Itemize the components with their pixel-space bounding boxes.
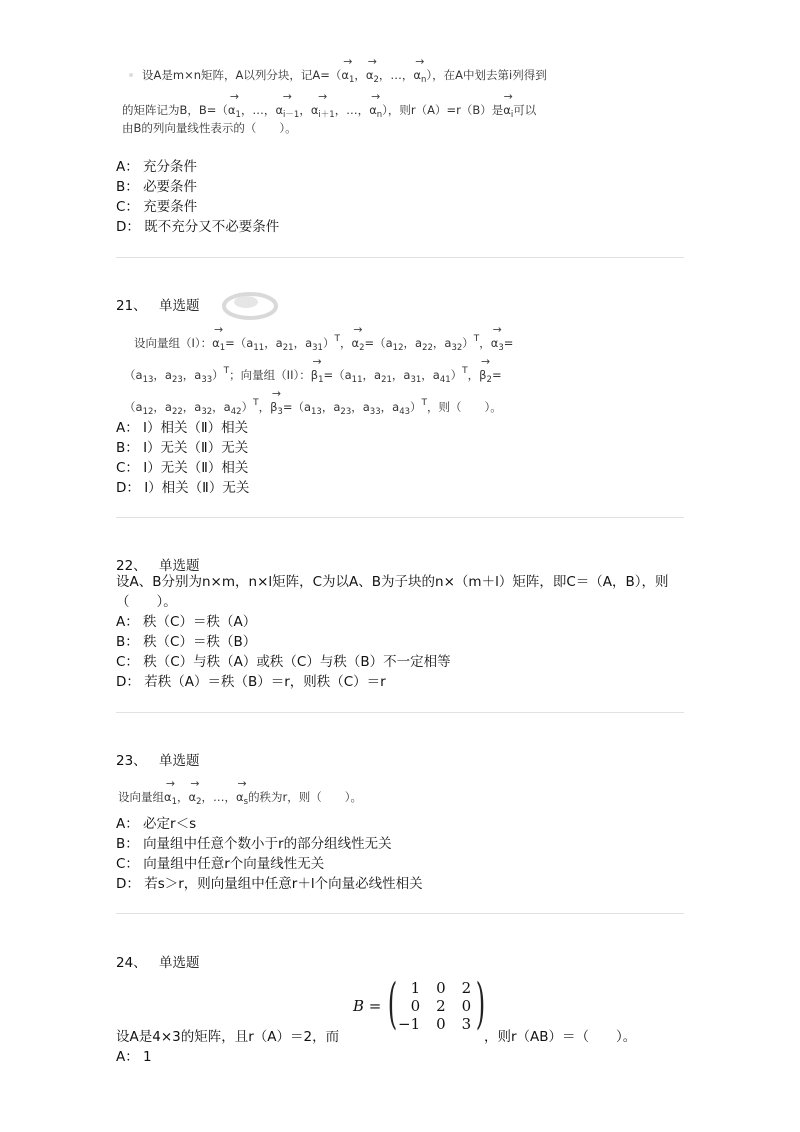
q21-stem-line2: （$a_{13}$，$a_{23}$，$a_{33})^T$；向量组（II）：→ $\beta_1=(a_{11}$，$a_{21}$，$a_{31}$，$a_{41})^T$，→ $\beta_2=$ <box>124 366 502 385</box>
matrix-grid <box>387 972 479 1035</box>
q21-stem-line3: （$a_{12}$，$a_{22}$，$a_{32}$，$a_{42})^T$，→ $\beta_3=(a_{13}$，$a_{23}$，$a_{33}$，$a_{43})^T$，则（ ）。 <box>124 398 502 417</box>
question-type: 单选题 <box>158 298 200 314</box>
matrix-row <box>390 979 479 997</box>
q22-stem-line2: （ ）。 <box>116 594 177 610</box>
question-number: 23、 <box>116 753 147 769</box>
matrix-cell: 0 <box>436 979 446 997</box>
q20-stem-line2: 的矩阵记为B，$B=(\to \alpha_1$，…，→ $\alpha_{i-1}$，→ $\alpha_{i+1}$，…，→ $\alpha_n$），则r（A）=r（B）是→ $\alpha_i$可以 <box>122 102 536 120</box>
q24-stem-before: 设A是4×3的矩阵，且r（A）＝2，而 <box>116 1029 340 1045</box>
q21-stem <box>120 322 690 422</box>
q21-option-b[interactable]: B： Ⅰ）无关（Ⅱ）无关 <box>116 440 249 456</box>
q24-option-a[interactable]: A： 1 <box>116 1049 152 1065</box>
question-type: 单选题 <box>158 753 200 769</box>
q20-option-c[interactable]: C： 充要条件 <box>116 199 198 215</box>
q23-options <box>116 814 423 894</box>
q23-stem: 设向量组→ $\alpha_1$，→ $\alpha_2$，…，→ $\alpha_s$的秩为r，则（ ）。 <box>118 789 362 807</box>
q20-option-d[interactable]: D： 既不充分又不必要条件 <box>116 219 280 235</box>
matrix-cell: 0 <box>461 997 472 1015</box>
q22-stem <box>116 572 669 612</box>
matrix-row <box>390 1015 479 1033</box>
q22-option-a[interactable]: A： 秩（C）＝秩（A） <box>116 614 257 630</box>
left-paren-icon: ( <box>387 972 398 1035</box>
q22-option-c[interactable]: C： 秩（C）与秩（A）或秩（C）与秩（B）不一定相等 <box>116 654 451 670</box>
question-type: 单选题 <box>158 955 200 971</box>
q24-header <box>116 951 199 971</box>
q21-options <box>116 418 249 498</box>
matrix-cell: 0 <box>410 997 421 1015</box>
bullet-dot <box>129 73 133 77</box>
q24-options <box>116 1047 152 1067</box>
q20-option-b[interactable]: B： 必要条件 <box>116 179 198 195</box>
q22-options <box>116 612 451 692</box>
q20-stem <box>122 60 682 140</box>
q23-option-d[interactable]: D： 若s＞r，则向量组中任意r＋l个向量必线性相关 <box>116 876 423 892</box>
q23-option-b[interactable]: B： 向量组中任意个数小于r的部分组线性无关 <box>116 836 392 852</box>
q23-header <box>116 749 199 769</box>
right-paren-icon: ) <box>475 972 486 1035</box>
q20-stem-line1: 设A是m×n矩阵，A以列分块，记$A=(\to \alpha_1$，→ $\alpha_2$，…，→ $\alpha_n$），在A中划去第i列得到 <box>142 67 547 85</box>
divider <box>116 257 684 258</box>
matrix-cell: 0 <box>436 1015 446 1033</box>
watermark-smudge-icon <box>214 290 284 324</box>
q23-option-c[interactable]: C： 向量组中任意r个向量线性无关 <box>116 856 325 872</box>
q22-header <box>116 554 199 574</box>
divider <box>116 712 684 713</box>
q21-option-d[interactable]: D： Ⅰ）相关（Ⅱ）无关 <box>116 480 250 496</box>
q22-option-d[interactable]: D： 若秩（A）＝秩（B）＝r，则秩（C）＝r <box>116 674 386 690</box>
divider <box>116 517 684 518</box>
q23-option-a[interactable]: A： 必定r＜s <box>116 816 197 832</box>
q21-option-c[interactable]: C： Ⅰ）无关（Ⅱ）相关 <box>116 460 249 476</box>
question-type: 单选题 <box>158 558 200 574</box>
matrix-cell: 2 <box>436 997 446 1015</box>
matrix-cell: 2 <box>461 979 472 997</box>
question-number: 21、 <box>116 298 147 314</box>
matrix-cell: −1 <box>398 1015 421 1033</box>
question-number: 24、 <box>116 955 147 971</box>
q22-stem-line1: 设A、B分别为n×m，n×l矩阵，C为以A、B为子块的n×（m＋l）矩阵，即C＝（A，B），则 <box>116 574 669 590</box>
q21-stem-line1: 设向量组（I）：→ $\alpha_1=(a_{11}$，$a_{21}$，$a_{31})^T$，→ $\alpha_2=(a_{12}$，$a_{22}$，$a_{32})^T$，→ $\alpha_3=$ <box>134 334 513 353</box>
matrix-cell: 3 <box>461 1015 472 1033</box>
question-number: 22、 <box>116 558 147 574</box>
q20-stem-line3: 由B的列向量线性表示的（ ）。 <box>122 121 297 135</box>
divider <box>116 913 684 914</box>
q21-option-a[interactable]: A： Ⅰ）相关（Ⅱ）相关 <box>116 420 249 436</box>
matrix-row <box>390 997 479 1015</box>
q20-option-a[interactable]: A： 充分条件 <box>116 159 198 175</box>
matrix-cell: 1 <box>410 979 421 997</box>
q22-option-b[interactable]: B： 秩（C）＝秩（B） <box>116 634 257 650</box>
matrix-label: B = <box>353 997 382 1015</box>
q20-options <box>116 157 279 237</box>
q24-stem-after: ，则r（AB）＝（ ）。 <box>484 1029 637 1045</box>
q21-header <box>116 294 199 314</box>
